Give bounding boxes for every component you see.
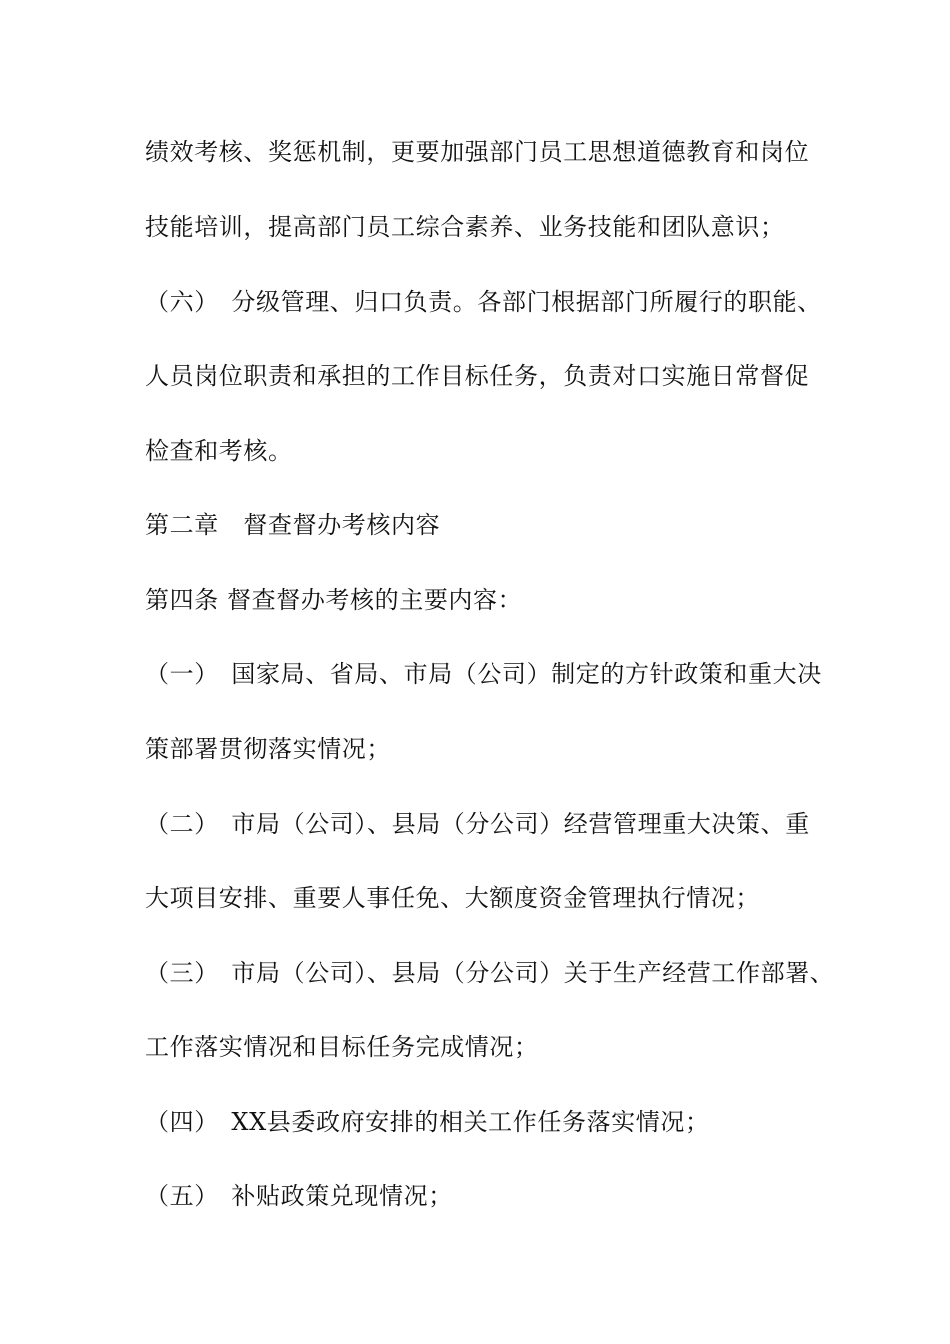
text-line: （三） 市局（公司）、县局（分公司）关于生产经营工作部署、 bbox=[145, 959, 835, 987]
text-line: （一） 国家局、省局、市局（公司）制定的方针政策和重大决 bbox=[145, 660, 822, 688]
text-line: 检查和考核。 bbox=[145, 437, 293, 465]
text-line: （六） 分级管理、归口负责。各部门根据部门所履行的职能、 bbox=[145, 288, 822, 316]
text-line: 技能培训，提高部门员工综合素养、业务技能和团队意识； bbox=[145, 213, 785, 241]
text-line: 人员岗位职责和承担的工作目标任务，负责对口实施日常督促 bbox=[145, 362, 810, 390]
text-line: （二） 市局（公司）、县局（分公司）经营管理重大决策、重 bbox=[145, 810, 810, 838]
text-line: 大项目安排、重要人事任免、大额度资金管理执行情况； bbox=[145, 884, 760, 912]
chapter-heading: 第二章 督查督办考核内容 bbox=[145, 511, 441, 539]
text-line: 策部署贯彻落实情况； bbox=[145, 735, 391, 763]
text-line: （四） XX县委政府安排的相关工作任务落实情况； bbox=[145, 1108, 710, 1136]
text-line: 绩效考核、奖惩机制，更要加强部门员工思想道德教育和岗位 bbox=[145, 138, 810, 166]
text-line: 工作落实情况和目标任务完成情况； bbox=[145, 1033, 539, 1061]
article-heading: 第四条 督查督办考核的主要内容： bbox=[145, 586, 523, 614]
text-line: （五） 补贴政策兑现情况； bbox=[145, 1182, 453, 1210]
